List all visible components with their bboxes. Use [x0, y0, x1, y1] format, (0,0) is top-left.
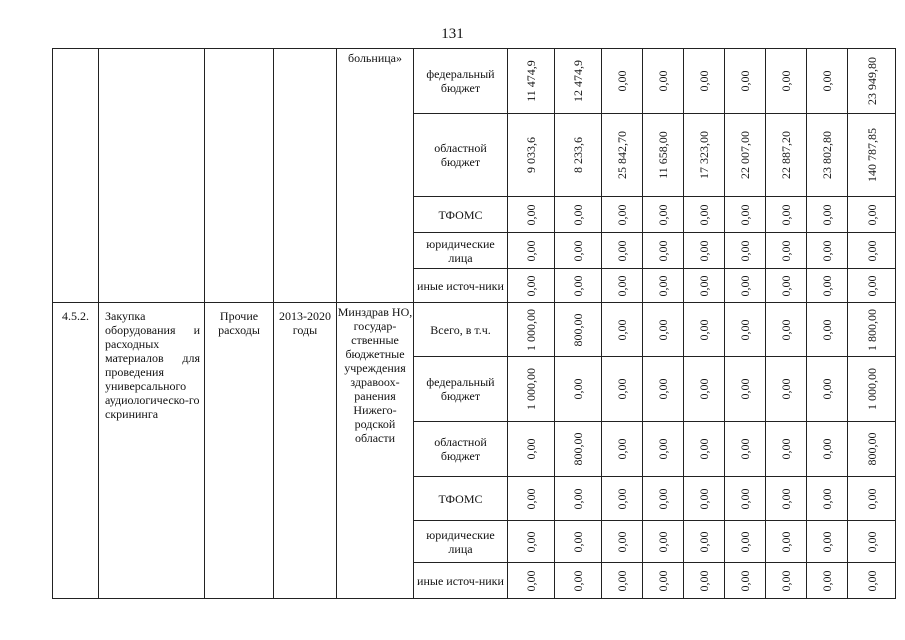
value-cell: 0,00 — [508, 422, 555, 477]
value-cell: 0,00 — [643, 233, 684, 269]
value-cell: 0,00 — [555, 357, 602, 422]
page-number: 131 — [441, 26, 464, 42]
value-cell: 0,00 — [725, 422, 766, 477]
funding-source-label: федеральный бюджет — [414, 357, 508, 422]
table-row — [53, 49, 896, 114]
value-cell: 25 842,70 — [602, 114, 643, 197]
value-cell: 0,00 — [807, 233, 848, 269]
total-value-cell: 0,00 — [848, 521, 896, 563]
value-cell: 0,00 — [508, 521, 555, 563]
total-value-cell: 1 000,00 — [848, 357, 896, 422]
value-cell: 0,00 — [684, 49, 725, 114]
value-cell: 0,00 — [766, 477, 807, 521]
value-cell: 800,00 — [555, 303, 602, 357]
funding-source-label: областной бюджет — [414, 422, 508, 477]
funding-source-label: федеральный бюджет — [414, 49, 508, 114]
value-cell: 0,00 — [766, 422, 807, 477]
value-cell: 12 474,9 — [555, 49, 602, 114]
value-cell: 0,00 — [508, 269, 555, 303]
executor: Минздрав НО, государ-ственные бюджетные учреждения здравоох-ранения Нижего-родской области — [337, 303, 414, 599]
value-cell: 0,00 — [555, 269, 602, 303]
funding-source-label: ТФОМС — [414, 197, 508, 233]
value-cell: 0,00 — [766, 303, 807, 357]
total-value-cell: 0,00 — [848, 269, 896, 303]
funding-source-label: юридические лица — [414, 233, 508, 269]
value-cell: 0,00 — [643, 357, 684, 422]
budget-table — [52, 48, 896, 599]
value-cell: 22 007,00 — [725, 114, 766, 197]
value-cell: 0,00 — [807, 422, 848, 477]
value-cell: 0,00 — [684, 357, 725, 422]
value-cell: 0,00 — [684, 521, 725, 563]
total-value-cell: 0,00 — [848, 477, 896, 521]
value-cell: 0,00 — [725, 357, 766, 422]
value-cell: 0,00 — [508, 477, 555, 521]
value-cell: 0,00 — [766, 563, 807, 599]
value-cell: 0,00 — [602, 477, 643, 521]
value-cell: 0,00 — [684, 303, 725, 357]
value-cell: 0,00 — [602, 563, 643, 599]
value-cell: 0,00 — [725, 233, 766, 269]
value-cell: 0,00 — [807, 303, 848, 357]
funding-source-label: областной бюджет — [414, 114, 508, 197]
value-cell: 0,00 — [508, 197, 555, 233]
value-cell: 0,00 — [807, 49, 848, 114]
value-cell: 0,00 — [602, 233, 643, 269]
value-cell: 17 323,00 — [684, 114, 725, 197]
value-cell: 0,00 — [807, 563, 848, 599]
value-cell: 0,00 — [555, 563, 602, 599]
funding-source-label: ТФОМС — [414, 477, 508, 521]
value-cell: 0,00 — [684, 422, 725, 477]
value-cell: 0,00 — [807, 521, 848, 563]
value-cell: 11 474,9 — [508, 49, 555, 114]
item-name: Закупка оборудования и расходных материалов для проведения универсального аудиологическо-го скрининга — [99, 303, 205, 599]
value-cell: 0,00 — [766, 197, 807, 233]
value-cell: 0,00 — [766, 269, 807, 303]
value-cell: 0,00 — [766, 357, 807, 422]
value-cell: 11 658,00 — [643, 114, 684, 197]
period-cell — [274, 49, 337, 303]
total-value-cell: 0,00 — [848, 197, 896, 233]
value-cell: 0,00 — [555, 521, 602, 563]
total-value-cell: 140 787,85 — [848, 114, 896, 197]
value-cell: 0,00 — [508, 563, 555, 599]
value-cell: 0,00 — [807, 269, 848, 303]
total-value-cell: 800,00 — [848, 422, 896, 477]
funding-source-label: юридические лица — [414, 521, 508, 563]
value-cell: 0,00 — [643, 49, 684, 114]
value-cell: 9 033,6 — [508, 114, 555, 197]
item-number-cell — [53, 49, 99, 303]
value-cell: 0,00 — [602, 357, 643, 422]
total-value-cell: 1 800,00 — [848, 303, 896, 357]
value-cell: 0,00 — [643, 303, 684, 357]
value-cell: 0,00 — [643, 477, 684, 521]
value-cell: 0,00 — [807, 197, 848, 233]
expense-type: Прочие расходы — [205, 303, 274, 599]
value-cell: 0,00 — [725, 563, 766, 599]
value-cell: 0,00 — [643, 521, 684, 563]
table-row — [53, 303, 896, 357]
value-cell: 0,00 — [684, 477, 725, 521]
value-cell: 1 000,00 — [508, 303, 555, 357]
value-cell: 0,00 — [643, 197, 684, 233]
item-number: 4.5.2. — [53, 303, 99, 599]
value-cell: 0,00 — [807, 477, 848, 521]
value-cell: 0,00 — [602, 49, 643, 114]
value-cell: 0,00 — [766, 49, 807, 114]
item-name-cell — [99, 49, 205, 303]
executor-cell: больница» — [337, 49, 414, 303]
funding-source-label: иные источ-ники — [414, 563, 508, 599]
value-cell: 0,00 — [766, 521, 807, 563]
value-cell: 0,00 — [725, 269, 766, 303]
value-cell: 0,00 — [725, 197, 766, 233]
value-cell: 0,00 — [602, 303, 643, 357]
value-cell: 0,00 — [602, 521, 643, 563]
value-cell: 0,00 — [725, 303, 766, 357]
value-cell: 0,00 — [555, 477, 602, 521]
value-cell: 800,00 — [555, 422, 602, 477]
funding-source-label: иные источ-ники — [414, 269, 508, 303]
total-value-cell: 23 949,80 — [848, 49, 896, 114]
value-cell: 0,00 — [807, 357, 848, 422]
value-cell: 0,00 — [766, 233, 807, 269]
value-cell: 0,00 — [602, 422, 643, 477]
funding-source-label: Всего, в т.ч. — [414, 303, 508, 357]
value-cell: 0,00 — [684, 233, 725, 269]
value-cell: 0,00 — [725, 521, 766, 563]
value-cell: 0,00 — [725, 49, 766, 114]
value-cell: 0,00 — [602, 269, 643, 303]
expense-type-cell — [205, 49, 274, 303]
value-cell: 0,00 — [684, 269, 725, 303]
value-cell: 0,00 — [643, 269, 684, 303]
value-cell: 0,00 — [684, 197, 725, 233]
value-cell: 0,00 — [643, 563, 684, 599]
value-cell: 23 802,80 — [807, 114, 848, 197]
total-value-cell: 0,00 — [848, 563, 896, 599]
total-value-cell: 0,00 — [848, 233, 896, 269]
value-cell: 0,00 — [684, 563, 725, 599]
value-cell: 0,00 — [508, 233, 555, 269]
value-cell: 8 233,6 — [555, 114, 602, 197]
value-cell: 0,00 — [643, 422, 684, 477]
value-cell: 0,00 — [725, 477, 766, 521]
value-cell: 0,00 — [555, 233, 602, 269]
implementation-period: 2013-2020 годы — [274, 303, 337, 599]
value-cell: 22 887,20 — [766, 114, 807, 197]
value-cell: 0,00 — [602, 197, 643, 233]
value-cell: 0,00 — [555, 197, 602, 233]
value-cell: 1 000,00 — [508, 357, 555, 422]
